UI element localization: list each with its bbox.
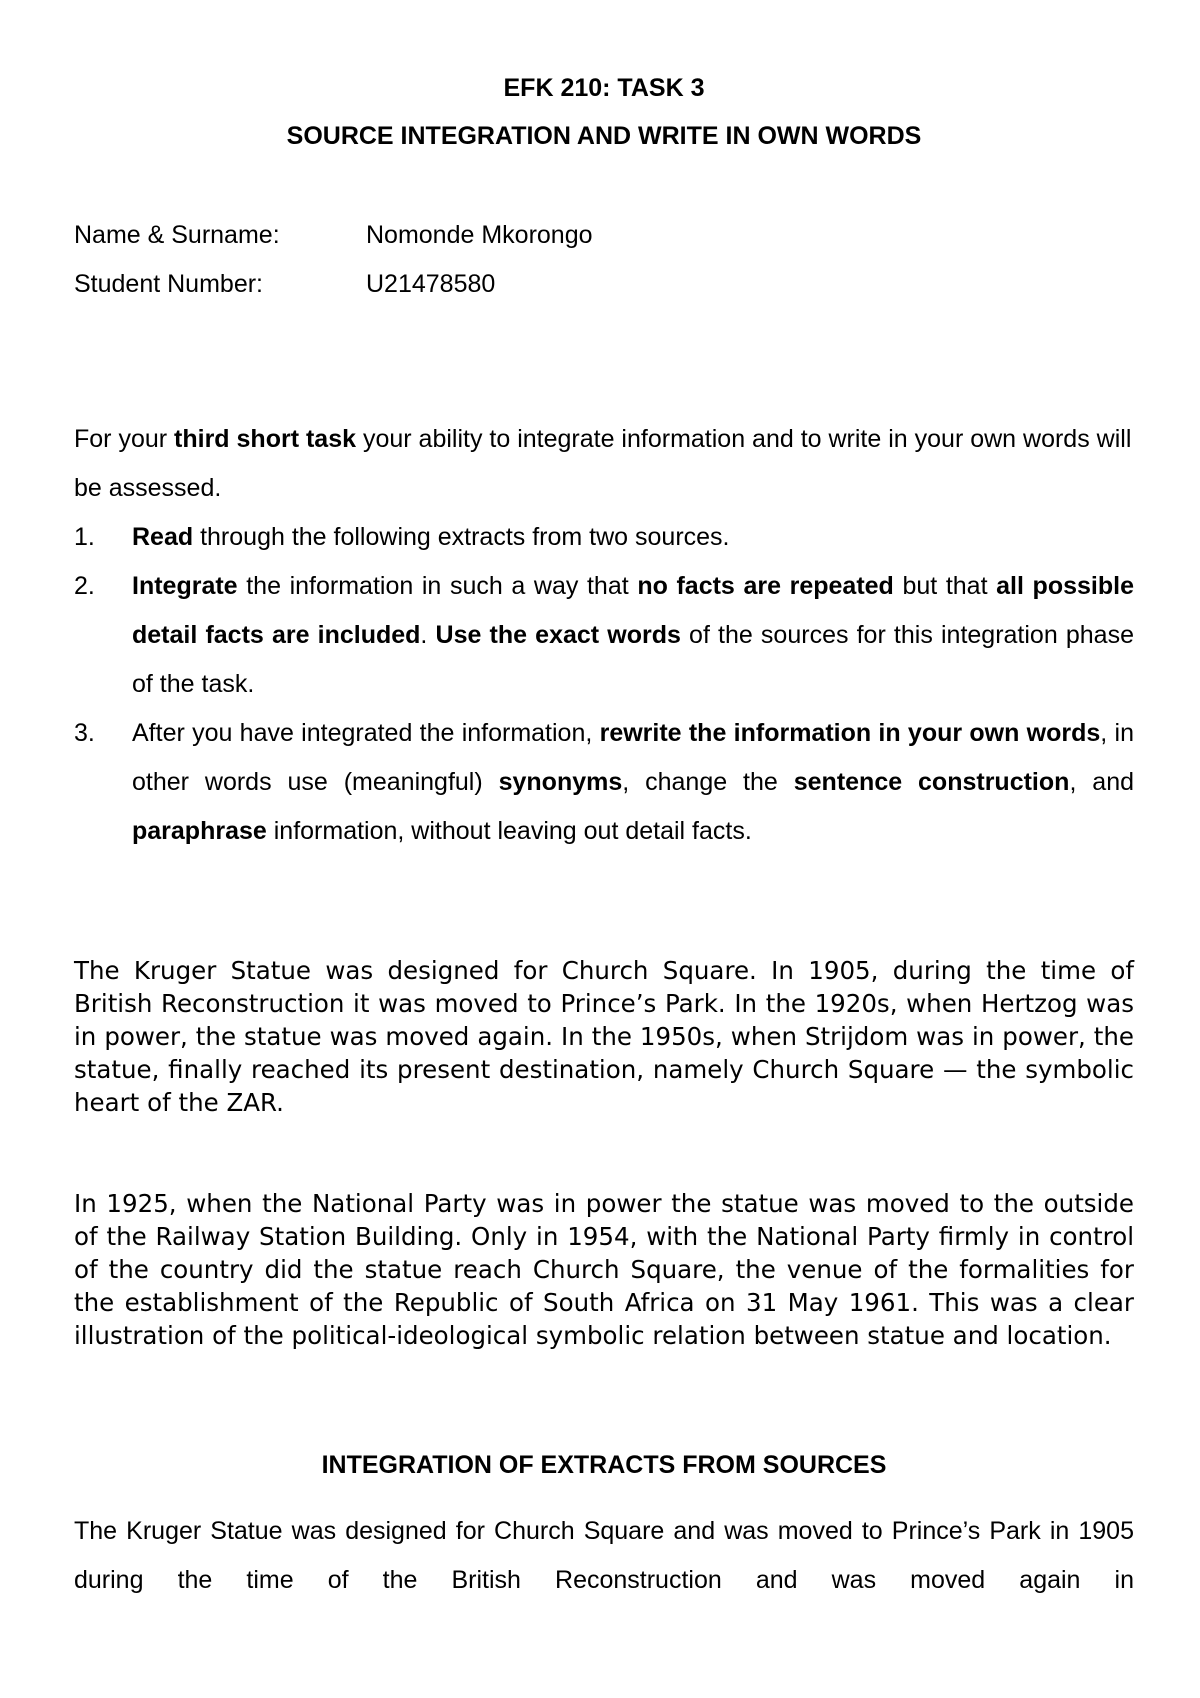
instruction-text: of the sources for this integration phase of the task. bbox=[132, 621, 1134, 698]
source-extract-1: The Kruger Statue was designed for Church Square. In 1905, during the time of British Reconstruction it was moved to Prince’s Park. In the 1920s, when Hertzog was in power, the statue was moved again. In the 1950s, when Strijdom was in power, the statue, finally reached its present destination, namely Church Square — the symbolic heart of the ZAR. bbox=[74, 956, 1134, 1117]
instruction-text: , change the bbox=[622, 768, 794, 796]
instruction-text: information, without leaving out detail facts. bbox=[266, 817, 752, 845]
instruction-number: 2. bbox=[74, 572, 95, 600]
instruction-text: After you have integrated the information, bbox=[132, 719, 600, 747]
instruction-bold: sentence construction bbox=[793, 768, 1070, 796]
student-name-value: Nomonde Mkorongo bbox=[366, 221, 593, 249]
instruction-number: 3. bbox=[74, 719, 95, 747]
student-number-label: Student Number: bbox=[74, 270, 263, 298]
student-name-label: Name & Surname: bbox=[74, 221, 280, 249]
instruction-text: through the following extracts from two sources. bbox=[193, 523, 730, 551]
instruction-bold: paraphrase bbox=[132, 817, 267, 845]
instruction-bold: all possible detail facts are included bbox=[132, 572, 1134, 649]
instruction-bold: no facts are repeated bbox=[637, 572, 894, 600]
document-title: EFK 210: TASK 3 bbox=[503, 74, 705, 102]
source-extract-2: In 1925, when the National Party was in power the statue was moved to the outside of the Railway Station Building. Only in 1954, with the National Party firmly in control of the country did the statue reach Church Square, the venue of the formalities for the establishment of the Republic of South Africa on 31 May 1961. This was a clear illustration of the political-ideological symbolic relation between statue and location. bbox=[74, 1189, 1134, 1350]
instructions-list bbox=[74, 513, 1134, 856]
integration-paragraph: The Kruger Statue was designed for Church Square and was moved to Prince’s Park in 1905 during the time of the British Reconstruction and was moved again in bbox=[74, 1517, 1134, 1594]
instruction-text: the information in such a way that bbox=[237, 572, 638, 600]
instruction-text: , in other words use (meaningful) bbox=[132, 719, 1134, 796]
instruction-text: . bbox=[420, 621, 436, 649]
instruction-text: but that bbox=[893, 572, 997, 600]
instruction-item-3 bbox=[74, 709, 1134, 856]
integration-heading: INTEGRATION OF EXTRACTS FROM SOURCES bbox=[321, 1451, 887, 1479]
instruction-bold: synonyms bbox=[498, 768, 623, 796]
instruction-item-2 bbox=[74, 562, 1134, 709]
instruction-number: 1. bbox=[74, 523, 95, 551]
student-number-row bbox=[74, 270, 495, 299]
instruction-item-1 bbox=[74, 513, 1134, 562]
student-number-value: U21478580 bbox=[366, 270, 496, 298]
instructions-intro bbox=[74, 415, 1134, 513]
instruction-bold: rewrite the information in your own words bbox=[599, 719, 1101, 747]
instruction-text: , and bbox=[1069, 768, 1135, 796]
intro-text-end: your ability to integrate information and to write in your own words will be assessed. bbox=[74, 425, 1132, 502]
instruction-bold: Use the exact words bbox=[435, 621, 681, 649]
task-instructions bbox=[74, 415, 1134, 856]
instruction-bold: Integrate bbox=[132, 572, 238, 600]
intro-text-bold: third short task bbox=[174, 425, 357, 453]
instruction-bold: Read bbox=[132, 523, 194, 551]
document-subtitle: SOURCE INTEGRATION AND WRITE IN OWN WORDS bbox=[286, 122, 922, 150]
intro-text-start: For your bbox=[74, 425, 175, 453]
student-name-row bbox=[74, 221, 593, 250]
